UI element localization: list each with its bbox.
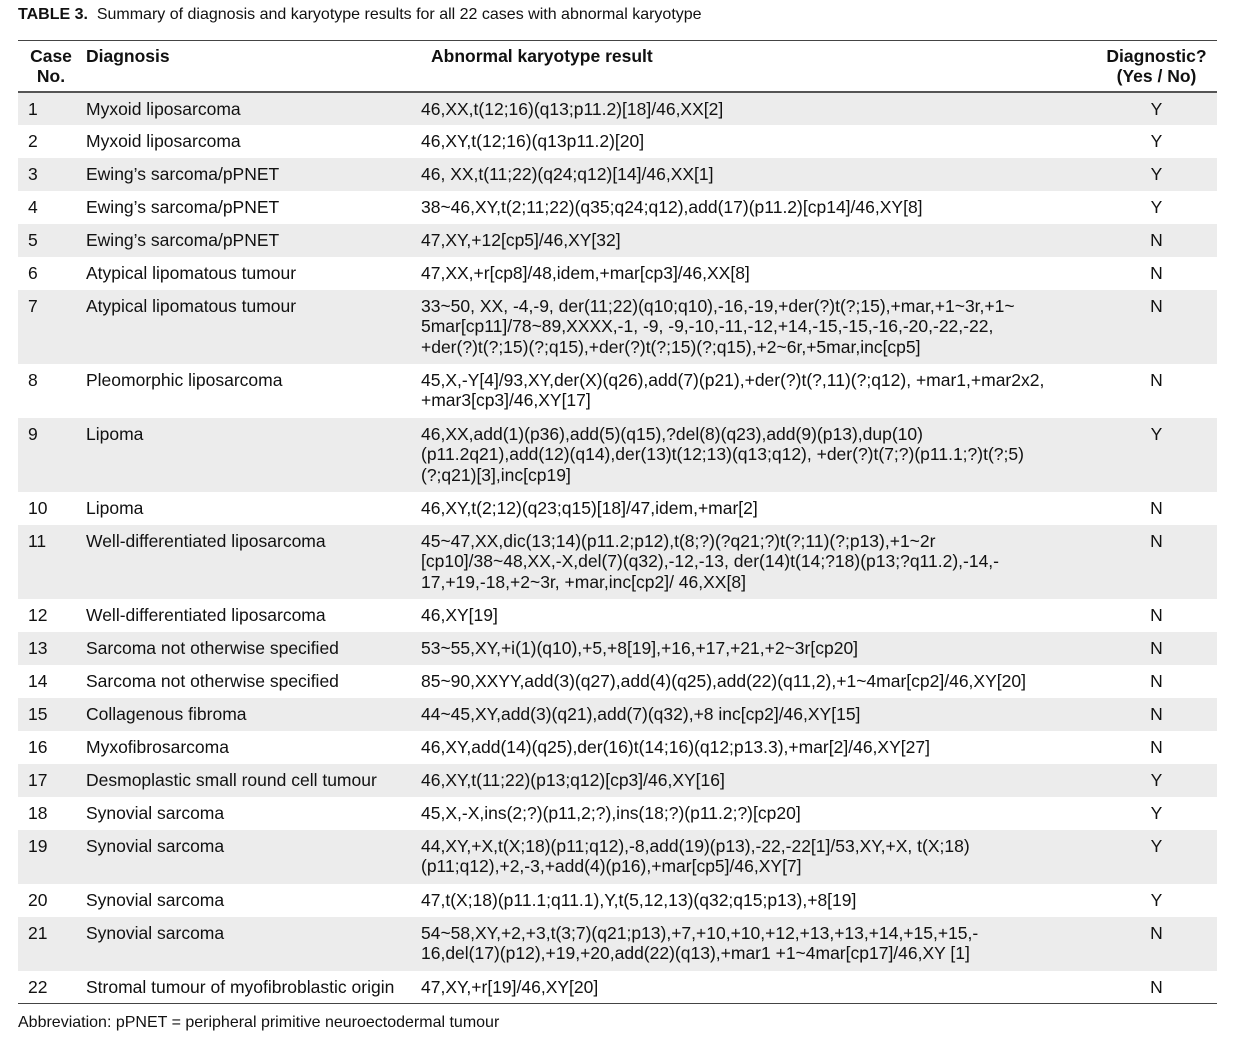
diagnosis-cell: Synovial sarcoma [84,917,421,971]
diagnostic-flag: N [1096,525,1217,599]
table-row [18,290,1217,364]
karyotype-result-line: 44~45,XY,add(3)(q21),add(7)(q32),+8 inc[cp2]/46,XY[15] [421,703,861,724]
case-number: 14 [18,665,84,698]
karyotype-result-line: 46,XY,t(11;22)(p13;q12)[cp3]/46,XY[16] [421,769,725,790]
table-row [18,224,1217,257]
diagnosis-cell: Well-differentiated liposarcoma [84,599,421,632]
karyotype-result-cell [421,830,1096,884]
karyotype-result-line: 54~58,XY,+2,+3,t(3;7)(q21;p13),+7,+10,+10,+12,+13,+13,+14,+15,+15,- [421,922,979,943]
diagnosis-cell: Myxoid liposarcoma [84,92,421,125]
case-number: 6 [18,257,84,290]
karyotype-result-line: (p11;q12),+2,-3,+add(4)(p16),+mar[cp5]/46,XY[7] [421,856,802,877]
caption-text: Summary of diagnosis and karyotype results for all 22 cases with abnormal karyotype [96,6,702,23]
karyotype-result-line: 46,XY,t(12;16)(q13p11.2)[20] [421,130,645,151]
karyotype-result-cell [421,364,1096,418]
case-number: 9 [18,418,84,492]
karyotype-result-line: 47,t(X;18)(p11.1;q11.1),Y,t(5,12,13)(q32;q15;p13),+8[19] [421,889,857,910]
header-row [18,41,1217,92]
karyotype-result-cell [421,191,1096,224]
col-header-case [18,41,84,92]
col-header-diagnosis: Diagnosis [84,41,421,92]
col-header-diagnostic-line2: (Yes / No) [1116,66,1197,87]
table-row [18,92,1217,125]
case-number: 20 [18,884,84,917]
case-number: 1 [18,92,84,125]
footnote: Abbreviation: pPNET = peripheral primitive neuroectodermal tumour [18,1014,500,1031]
diagnosis-cell: Pleomorphic liposarcoma [84,364,421,418]
table-row [18,599,1217,632]
caption-label: TABLE 3. [18,6,88,23]
karyotype-result-line: 47,XX,+r[cp8]/48,idem,+mar[cp3]/46,XX[8] [421,262,750,283]
karyotype-result-line: 46,XY,t(2;12)(q23;q15)[18]/47,idem,+mar[2] [421,497,758,518]
case-number: 19 [18,830,84,884]
karyotype-result-line: 47,XY,+r[19]/46,XY[20] [421,976,599,997]
table-row [18,191,1217,224]
col-header-result: Abnormal karyotype result [421,41,1096,92]
case-number: 7 [18,290,84,364]
diagnostic-flag: Y [1096,764,1217,797]
diagnostic-flag: N [1096,224,1217,257]
karyotype-result-cell [421,971,1096,1004]
diagnosis-cell: Stromal tumour of myofibroblastic origin [84,971,421,1004]
col-header-case-line2: No. [36,66,66,87]
col-header-diagnostic [1096,41,1217,92]
diagnosis-cell: Lipoma [84,418,421,492]
diagnostic-flag: Y [1096,158,1217,191]
table-row [18,884,1217,917]
diagnostic-flag: N [1096,917,1217,971]
karyotype-result-line: 5mar[cp11]/78~89,XXXX,-1, -9, -9,-10,-11,-12,+14,-15,-15,-16,-20,-22,-22, [421,316,994,337]
table-row [18,731,1217,764]
table-row [18,917,1217,971]
diagnostic-flag: N [1096,492,1217,525]
karyotype-result-line: 17,+19,-18,+2~3r, +mar,inc[cp2]/ 46,XX[8] [421,571,746,592]
karyotype-result-line: 53~55,XY,+i(1)(q10),+5,+8[19],+16,+17,+21,+2~3r[cp20] [421,637,859,658]
diagnosis-cell: Atypical lipomatous tumour [84,290,421,364]
karyotype-result-line: (?;q21)[3],inc[cp19] [421,464,571,485]
diagnosis-cell: Synovial sarcoma [84,830,421,884]
table-row [18,764,1217,797]
karyotype-result-line: 45,X,-Y[4]/93,XY,der(X)(q26),add(7)(p21),+der(?)t(?,11)(?;q12), +mar1,+mar2x2, [421,369,1045,390]
karyotype-result-cell [421,158,1096,191]
diagnostic-flag: N [1096,971,1217,1004]
karyotype-result-cell [421,632,1096,665]
table-row [18,698,1217,731]
table-row [18,971,1217,1004]
diagnostic-flag: Y [1096,191,1217,224]
karyotype-table [18,40,1217,1004]
diagnostic-flag: N [1096,665,1217,698]
karyotype-result-line: (p11.2q21),add(12)(q14),der(13)t(12;13)(q13;q12), +der(?)t(7;?)(p11.1;?)t(?;5) [421,444,1024,465]
karyotype-result-cell [421,884,1096,917]
karyotype-result-line: +der(?)t(?;15)(?;q15),+der(?)t(?;15)(?;q15),+2~6r,+5mar,inc[cp5] [421,336,921,357]
karyotype-result-line: 47,XY,+12[cp5]/46,XY[32] [421,229,621,250]
table-row [18,158,1217,191]
karyotype-result-line: 46,XX,add(1)(p36),add(5)(q15),?del(8)(q23),add(9)(p13),dup(10) [421,423,923,444]
table-body [18,92,1217,1004]
table-row [18,665,1217,698]
diagnosis-cell: Sarcoma not otherwise specified [84,632,421,665]
case-number: 17 [18,764,84,797]
karyotype-result-line: 45~47,XX,dic(13;14)(p11.2;p12),t(8;?)(?q21;?)t(?;11)(?;p13),+1~2r [421,530,936,551]
case-number: 13 [18,632,84,665]
karyotype-result-line: 46, XX,t(11;22)(q24;q12)[14]/46,XX[1] [421,163,714,184]
karyotype-result-line: 85~90,XXYY,add(3)(q27),add(4)(q25),add(22)(q11,2),+1~4mar[cp2]/46,XY[20] [421,670,1026,691]
case-number: 18 [18,797,84,830]
karyotype-result-cell [421,257,1096,290]
diagnosis-cell: Collagenous fibroma [84,698,421,731]
col-header-case-line1: Case [30,46,72,66]
karyotype-result-cell [421,525,1096,599]
diagnostic-flag: N [1096,364,1217,418]
diagnostic-flag: N [1096,731,1217,764]
diagnostic-flag: N [1096,698,1217,731]
diagnosis-cell: Ewing’s sarcoma/pPNET [84,191,421,224]
case-number: 22 [18,971,84,1004]
case-number: 11 [18,525,84,599]
table-row [18,492,1217,525]
diagnosis-cell: Ewing’s sarcoma/pPNET [84,158,421,191]
karyotype-result-cell [421,665,1096,698]
karyotype-result-cell [421,224,1096,257]
diagnostic-flag: Y [1096,418,1217,492]
karyotype-result-line: 46,XY[19] [421,604,498,625]
karyotype-result-cell [421,599,1096,632]
case-number: 10 [18,492,84,525]
karyotype-result-cell [421,492,1096,525]
karyotype-result-cell [421,125,1096,158]
diagnosis-cell: Well-differentiated liposarcoma [84,525,421,599]
case-number: 16 [18,731,84,764]
diagnostic-flag: Y [1096,125,1217,158]
case-number: 8 [18,364,84,418]
diagnosis-cell: Myxofibrosarcoma [84,731,421,764]
diagnostic-flag: Y [1096,830,1217,884]
case-number: 2 [18,125,84,158]
karyotype-result-cell [421,731,1096,764]
karyotype-result-cell [421,917,1096,971]
karyotype-result-cell [421,290,1096,364]
karyotype-result-line: 46,XX,t(12;16)(q13;p11.2)[18]/46,XX[2] [421,98,724,119]
karyotype-result-line: 44,XY,+X,t(X;18)(p11;q12),-8,add(19)(p13),-22,-22[1]/53,XY,+X, t(X;18) [421,835,970,856]
karyotype-result-cell [421,92,1096,125]
table-row [18,418,1217,492]
karyotype-result-line: [cp10]/38~48,XX,-X,del(7)(q32),-12,-13, der(14)t(14;?18)(p13;?q11.2),-14,- [421,551,999,572]
diagnostic-flag: Y [1096,797,1217,830]
karyotype-result-line: 45,X,-X,ins(2;?)(p11,2;?),ins(18;?)(p11.2;?)[cp20] [421,802,801,823]
karyotype-result-cell [421,698,1096,731]
diagnosis-cell: Synovial sarcoma [84,884,421,917]
karyotype-result-line: 33~50, XX, -4,-9, der(11;22)(q10;q10),-16,-19,+der(?)t(?;15),+mar,+1~3r,+1~ [421,295,1015,316]
diagnostic-flag: N [1096,257,1217,290]
case-number: 12 [18,599,84,632]
karyotype-result-cell [421,418,1096,492]
case-number: 3 [18,158,84,191]
case-number: 4 [18,191,84,224]
diagnostic-flag: N [1096,599,1217,632]
karyotype-result-cell [421,764,1096,797]
diagnosis-cell: Ewing’s sarcoma/pPNET [84,224,421,257]
table-row [18,797,1217,830]
table-caption [18,6,702,24]
diagnosis-cell: Myxoid liposarcoma [84,125,421,158]
diagnosis-cell: Synovial sarcoma [84,797,421,830]
karyotype-result-line: +mar3[cp3]/46,XY[17] [421,390,591,411]
karyotype-result-line: 16,del(17)(p12),+19,+20,add(22)(q13),+mar1 +1~4mar[cp17]/46,XY [1] [421,943,970,964]
karyotype-result-cell [421,797,1096,830]
diagnosis-cell: Lipoma [84,492,421,525]
table-row [18,830,1217,884]
diagnostic-flag: Y [1096,92,1217,125]
table-row [18,125,1217,158]
diagnosis-cell: Atypical lipomatous tumour [84,257,421,290]
diagnostic-flag: N [1096,632,1217,665]
case-number: 15 [18,698,84,731]
table-row [18,632,1217,665]
diagnosis-cell: Sarcoma not otherwise specified [84,665,421,698]
karyotype-result-line: 38~46,XY,t(2;11;22)(q35;q24;q12),add(17)(p11.2)[cp14]/46,XY[8] [421,196,923,217]
table-row [18,525,1217,599]
case-number: 5 [18,224,84,257]
table-row [18,364,1217,418]
diagnostic-flag: N [1096,290,1217,364]
karyotype-result-line: 46,XY,add(14)(q25),der(16)t(14;16)(q12;p13.3),+mar[2]/46,XY[27] [421,736,930,757]
case-number: 21 [18,917,84,971]
table-row [18,257,1217,290]
diagnostic-flag: Y [1096,884,1217,917]
diagnosis-cell: Desmoplastic small round cell tumour [84,764,421,797]
col-header-diagnostic-line1: Diagnostic? [1106,46,1207,66]
